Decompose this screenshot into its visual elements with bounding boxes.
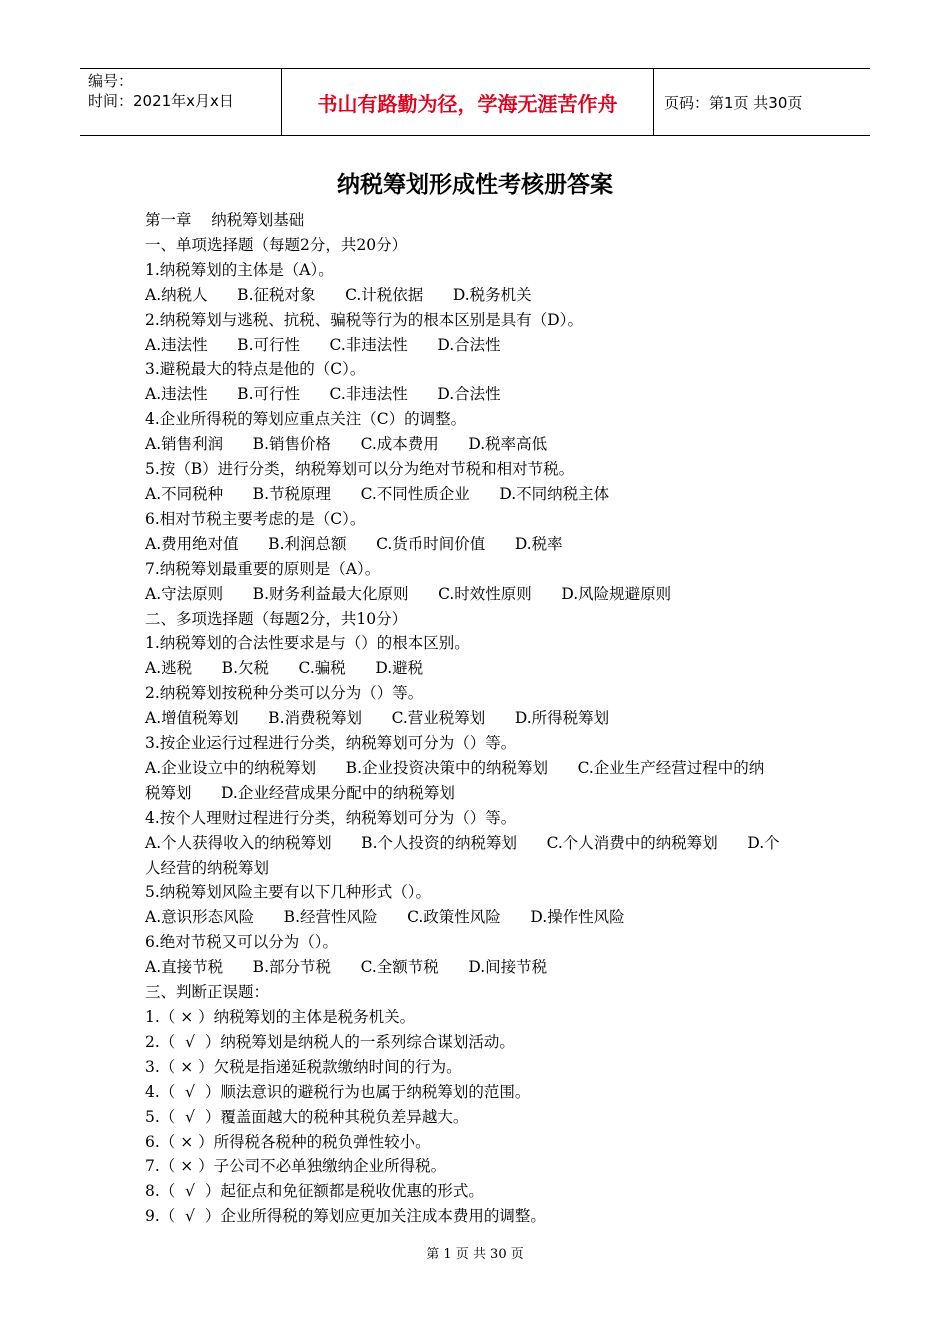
text-line: 4.按个人理财过程进行分类，纳税筹划可分为（）等。: [145, 808, 517, 827]
text-line: 2.纳税筹划与逃税、抗税、骗税等行为的根本区别是具有（D）。: [145, 310, 583, 329]
page-footer: 第 1 页 共 30 页: [426, 1247, 524, 1262]
document-body: [145, 208, 810, 1229]
text-line: 7.纳税筹划最重要的原则是（A）。: [145, 559, 381, 578]
text-line: 5.（ √ ）覆盖面越大的税种其税负差异越大。: [145, 1107, 469, 1126]
text-line: 8.（ √ ）起征点和免征额都是税收优惠的形式。: [145, 1182, 484, 1201]
text-line: A.费用绝对值 B.利润总额 C.货币时间价值 D.税率: [145, 534, 563, 553]
text-line: 3.（ × ）欠税是指递延税款缴纳时间的行为。: [145, 1057, 462, 1076]
text-line: A.不同税种 B.节税原理 C.不同性质企业 D.不同纳税主体: [145, 484, 610, 503]
text-line: 4.（ √ ）顺法意识的避税行为也属于纳税筹划的范围。: [145, 1082, 531, 1101]
text-line: 1.（ × ）纳税筹划的主体是税务机关。: [145, 1008, 416, 1026]
text-line: A.意识形态风险 B.经营性风险 C.政策性风险 D.操作性风险: [145, 908, 625, 927]
text-line: 3.避税最大的特点是他的（C）。: [145, 360, 366, 379]
text-line: 三、判断正误题：: [145, 983, 270, 1002]
text-line: 2.（ √ ）纳税筹划是纳税人的一系列综合谋划活动。: [145, 1032, 515, 1051]
text-line: A.直接节税 B.部分节税 C.全额节税 D.间接节税: [145, 958, 548, 977]
text-line: A.个人获得收入的纳税筹划 B.个人投资的纳税筹划 C.个人消费中的纳税筹划 D.个: [145, 833, 780, 852]
text-line: 一、单项选择题（每题2分，共20分）: [145, 235, 408, 254]
date-label: 时间：2021年x月x日: [88, 92, 234, 110]
text-line: 7.（ × ）子公司不必单独缴纳企业所得税。: [145, 1157, 447, 1176]
text-line: 4.企业所得税的筹划应重点关注（C）的调整。: [145, 410, 467, 429]
header-table: [80, 68, 870, 136]
text-line: 二、多项选择题（每题2分，共10分）: [145, 609, 408, 628]
text-line: 5.按（B）进行分类，纳税筹划可以分为绝对节税和相对节税。: [145, 460, 575, 479]
text-line: 6.（ × ）所得税各税种的税负弹性较小。: [145, 1132, 431, 1151]
text-line: A.违法性 B.可行性 C.非违法性 D.合法性: [145, 335, 501, 354]
text-line: 6.相对节税主要考虑的是（C）。: [145, 509, 366, 528]
text-line: A.逃税 B.欠税 C.骗税 D.避税: [145, 659, 424, 678]
header-page-info: 页码：第1页 共30页: [664, 93, 803, 112]
text-line: 第一章 纳税筹划基础: [145, 211, 305, 229]
text-line: A.纳税人 B.征税对象 C.计税依据 D.税务机关: [145, 285, 532, 304]
text-line: 6.绝对节税又可以分为（）。: [145, 933, 339, 952]
number-label: 编号：: [88, 72, 134, 90]
text-line: 3.按企业运行过程进行分类，纳税筹划可分为（）等。: [145, 734, 517, 753]
text-line: A.增值税筹划 B.消费税筹划 C.营业税筹划 D.所得税筹划: [145, 709, 610, 728]
text-line: 9.（ √ ）企业所得税的筹划应更加关注成本费用的调整。: [145, 1207, 546, 1226]
document-title: 纳税筹划形成性考核册答案: [337, 172, 613, 198]
text-line: A.销售利润 B.销售价格 C.成本费用 D.税率高低: [145, 435, 548, 454]
text-line: 2.纳税筹划按税种分类可以分为（）等。: [145, 684, 424, 703]
text-line: 人经营的纳税筹划: [145, 858, 270, 877]
text-line: A.企业设立中的纳税筹划 B.企业投资决策中的纳税筹划 C.企业生产经营过程中的纳: [145, 758, 765, 777]
text-line: 5.纳税筹划风险主要有以下几种形式（）。: [145, 883, 432, 902]
header-meta-cell: [80, 69, 282, 135]
text-line: 1.纳税筹划的主体是（A）。: [145, 260, 334, 279]
header-motto: 书山有路勤为径，学海无涯苦作舟: [282, 69, 654, 135]
text-line: 1.纳税筹划的合法性要求是与（）的根本区别。: [145, 634, 470, 653]
text-line: 税筹划 D.企业经营成果分配中的纳税筹划: [145, 783, 455, 802]
text-line: A.守法原则 B.财务利益最大化原则 C.时效性原则 D.风险规避原则: [145, 584, 672, 603]
text-line: A.违法性 B.可行性 C.非违法性 D.合法性: [145, 385, 501, 404]
